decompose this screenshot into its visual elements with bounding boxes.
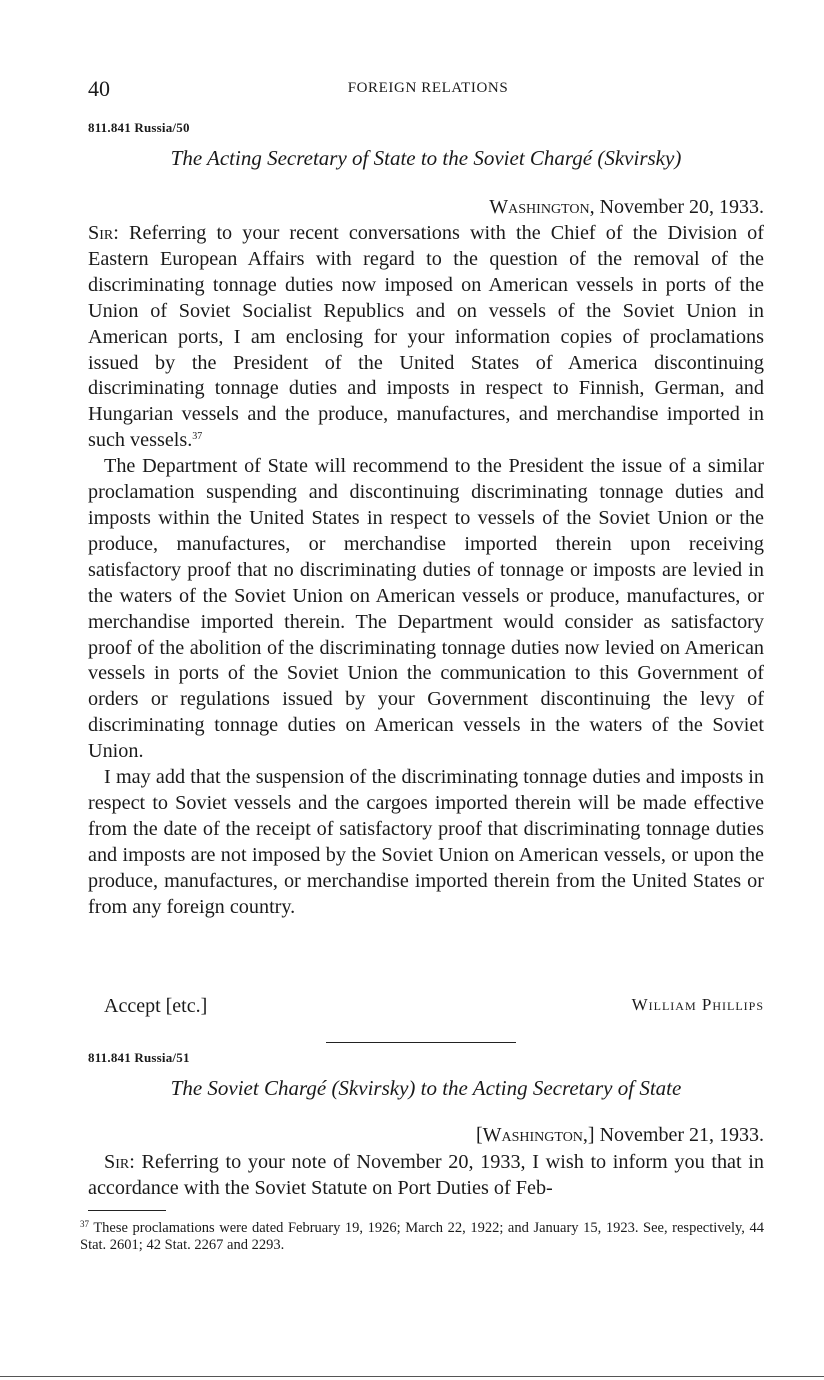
page-header (88, 76, 768, 102)
doc1-body (88, 221, 764, 920)
doc1-paragraph-1 (88, 221, 764, 454)
footnote-text: These proclamations were dated February 19, 1926; March 22, 1922; and January 15, 1923. See, respectively, 44 Stat. 2601; 42 Stat. 2267 and 2293. (80, 1220, 764, 1253)
doc1-dateline-date: November 20, 1933. (594, 196, 764, 218)
doc2-body (88, 1150, 764, 1202)
doc2-para1-text: Referring to your note of November 20, 1933, I wish to inform you that in accordance with the Soviet Statute on Port Duties of Feb- (88, 1151, 764, 1199)
doc2-title: The Soviet Chargé (Skvirsky) to the Acting Secretary of State (170, 1076, 682, 1100)
doc1-signature: William Phillips (631, 995, 764, 1014)
footnote-rule (88, 1210, 166, 1211)
doc1-dateline (88, 196, 764, 219)
footnote-reference: 37 (192, 431, 203, 443)
doc2-dateline (88, 1124, 764, 1147)
doc1-dateline-place: Washington, (489, 196, 595, 218)
running-head: FOREIGN RELATIONS (347, 80, 509, 96)
doc1-paragraph-3: I may add that the suspension of the discriminating tonnage duties and imposts in respect to Soviet vessels and the cargoes imported therein will be made effective from the date of the receipt of satisfactory proof that discriminating tonnage duties and imposts are not imposed by the Soviet Union on American vessels, or upon the produce, manufactures, or merchandise imported therein from the United States or from any foreign country. (88, 766, 764, 918)
doc1-title: The Acting Secretary of State to the Soviet Chargé (Skvirsky) (170, 146, 682, 170)
page-bottom-edge (0, 1376, 824, 1377)
doc1-closing: Accept [etc.] (104, 995, 208, 1017)
page-number: 40 (88, 76, 110, 101)
doc1-para1-text: Referring to your recent conversations with the Chief of the Division of Eastern European Affairs with regard to the question of the removal of the discriminating tonnage duties now imposed on American vessels in ports of the Union of Soviet Socialist Republics and on vessels of the Soviet Union in American ports, I am enclosing for your information copies of proclamations issued by the President of the United States of America discontinuing discriminating tonnage duties and imposts in respect to Finnish, German, and Hungarian vessels and the produce, manufactures, and merchandise imported in such vessels. (88, 222, 764, 452)
footnote-mark: 37 (80, 1219, 89, 1229)
doc2-dateline-place: [Washington,] (475, 1124, 595, 1146)
file-number-doc1: 811.841 Russia/50 (88, 120, 190, 135)
doc2-dateline-date: November 21, 1933. (594, 1124, 764, 1146)
section-divider (326, 1042, 516, 1043)
file-number-doc2: 811.841 Russia/51 (88, 1050, 190, 1065)
doc2-paragraph-1 (88, 1150, 764, 1202)
footnote (80, 1220, 764, 1254)
doc1-salutation: Sir: (88, 222, 119, 244)
doc2-salutation: Sir: (104, 1151, 135, 1173)
doc1-paragraph-2: The Department of State will recommend to the President the issue of a similar proclamation suspending and discontinuing discriminating tonnage duties and imposts within the United States in respect to vessels of the Soviet Union or the produce, manufactures, or merchandise imported therein upon receiving satisfactory proof that no discriminating duties of tonnage or imposts are levied in the waters of the Soviet Union on American vessels or produce, manufactures, or merchandise imported therein. The Department would consider as satisfactory proof of the abolition of the discriminating tonnage duties now levied on American vessels in ports of the Soviet Union the communication to this Government of orders or regulations issued by your Government discontinuing the levy of discriminating tonnage duties on American vessels in the waters of the Soviet Union. (88, 455, 764, 763)
